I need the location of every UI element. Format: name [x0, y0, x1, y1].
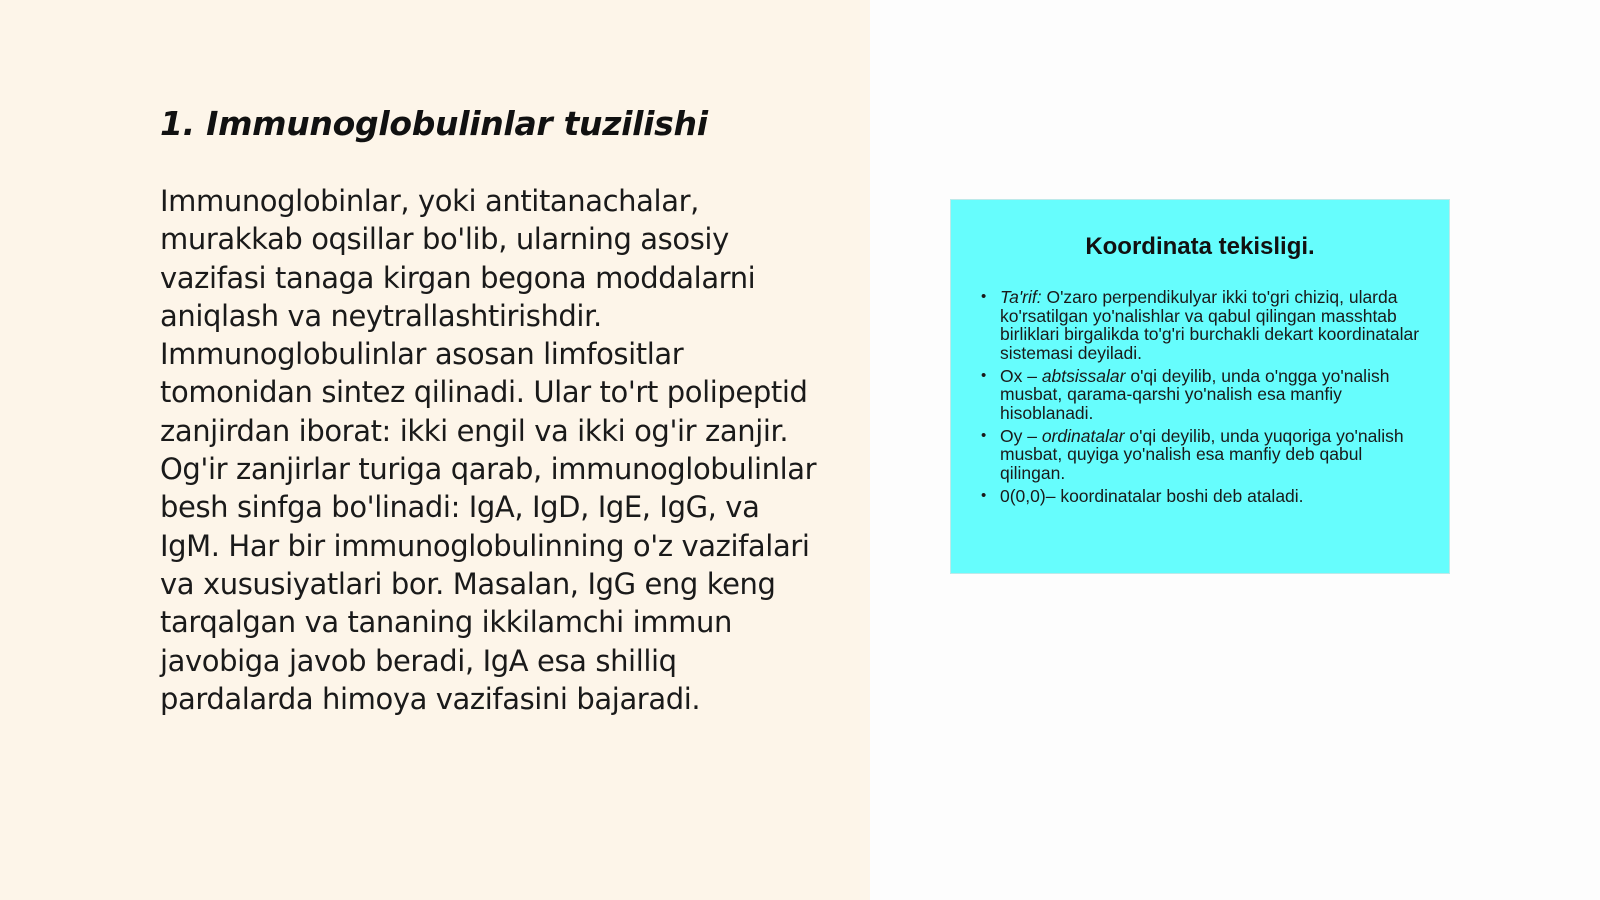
bullet-icon: • [981, 288, 987, 305]
item-lead: Ox – [1000, 365, 1042, 386]
bullet-icon: • [981, 426, 987, 444]
list-item [981, 427, 1421, 483]
item-term: ordinatalar [1041, 425, 1125, 446]
definition-list [981, 288, 1421, 510]
list-item [981, 487, 1421, 506]
coordinate-plane-image [950, 199, 1450, 574]
item-text: o'qi deyilib, unda yuqoriga yo'nalish musbat, quyiga yo'nalish esa manfiy deb qabul qilingan. [1000, 425, 1404, 483]
list-item [981, 367, 1421, 423]
item-lead: Oy – [1000, 425, 1042, 446]
item-lead: Ta'rif: [1000, 287, 1042, 307]
item-text: O'zaro perpendikulyar ikki to'gri chiziq, ularda ko'rsatilgan yo'nalishlar va qabul qilingan masshtab birliklari birgalikda to'g'ri burchakli dekart koordinatalar sistemasi deyiladi. [1000, 287, 1420, 363]
item-lead: 0(0,0) [1000, 485, 1046, 506]
bullet-icon: • [981, 486, 987, 504]
slide-body-text: Immunoglobinlar, yoki antitanachalar, murakkab oqsillar bo'lib, ularning asosiy vazifasi tanaga kirgan begona moddalarni aniqlash va neytrallashtirishdir. Immunoglobulinlar asosan limfositlar tomonidan sintez qilinadi. Ular to'rt polipeptid zanjirdan iborat: ikki engil va ikki og'ir zanjir. Og'ir zanjirlar turiga qarab, immunoglobulinlar besh sinfga bo'linadi: IgA, IgD, IgE, IgG, va IgM. Har bir immunoglobulinning o'z vazifalari va xususiyatlari bor. Masalan, IgG eng keng tarqalgan va tananing ikkilamchi immun javobiga javob beradi, IgA esa shilliq pardalarda himoya vazifasini bajaradi. [160, 184, 817, 716]
item-text: – koordinatalar boshi deb ataladi. [1045, 485, 1304, 506]
image-title: Koordinata tekisligi. [1085, 233, 1315, 260]
list-item [981, 288, 1421, 362]
item-text: o'qi deyilib, unda o'ngga yo'nalish musbat, qarama-qarshi yo'nalish esa manfiy hisoblanadi. [1000, 365, 1390, 423]
slide-title: 1. Immunoglobulinlar tuzilishi [160, 104, 708, 143]
item-term: abtsissalar [1041, 365, 1126, 386]
bullet-icon: • [981, 366, 987, 384]
